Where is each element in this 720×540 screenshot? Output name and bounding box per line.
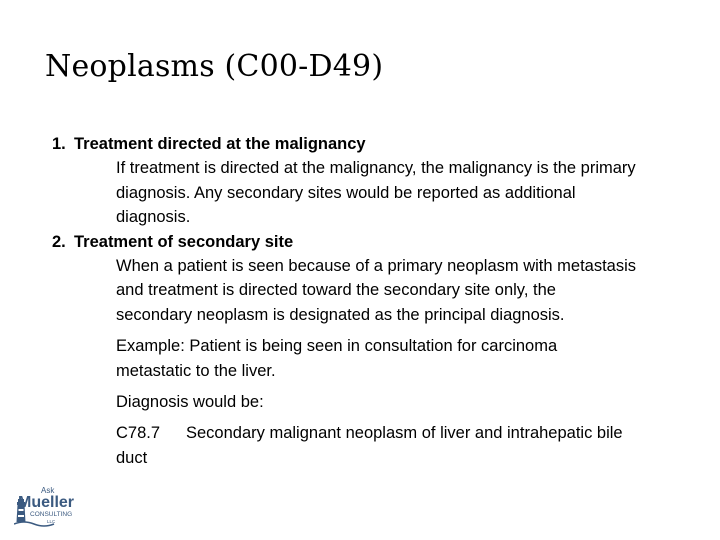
item-2-diagnosis-label: Diagnosis would be:	[116, 393, 264, 412]
item-number-1: 1.	[52, 135, 66, 153]
logo-mueller: Mueller	[18, 494, 75, 511]
logo-llc: LLC	[47, 519, 56, 524]
item-1-paragraph: If treatment is directed at the malignancy, the malignancy is the primary diagnosis. Any secondary sites would be reported as additional diagnosis.	[116, 159, 636, 227]
company-logo	[14, 478, 92, 528]
diagnosis-code: C78.7	[116, 424, 161, 443]
logo-consulting: CONSULTING	[30, 511, 73, 518]
item-heading-text-1: Treatment directed at the malignancy	[74, 135, 366, 153]
item-number-2: 2.	[52, 232, 66, 251]
diagnosis-code-line	[116, 421, 636, 470]
item-heading-1	[52, 132, 672, 156]
item-heading-2	[52, 230, 672, 254]
item-2-example: Example: Patient is being seen in consultation for carcinoma metastatic to the liver.	[116, 337, 558, 380]
slide-body	[52, 132, 672, 470]
slide-title: Neoplasms (C00-D49)	[45, 49, 384, 84]
logo-ask: Ask	[41, 486, 55, 495]
item-2-paragraph-1: When a patient is seen because of a primary neoplasm with metastasis and treatment is directed toward the secondary site only, the secondary neoplasm is designated as the principal diagnosis.	[116, 257, 637, 324]
item-heading-text-2: Treatment of secondary site	[74, 232, 294, 251]
diagnosis-code-description: Secondary malignant neoplasm of liver and intrahepatic bile duct	[116, 424, 623, 467]
